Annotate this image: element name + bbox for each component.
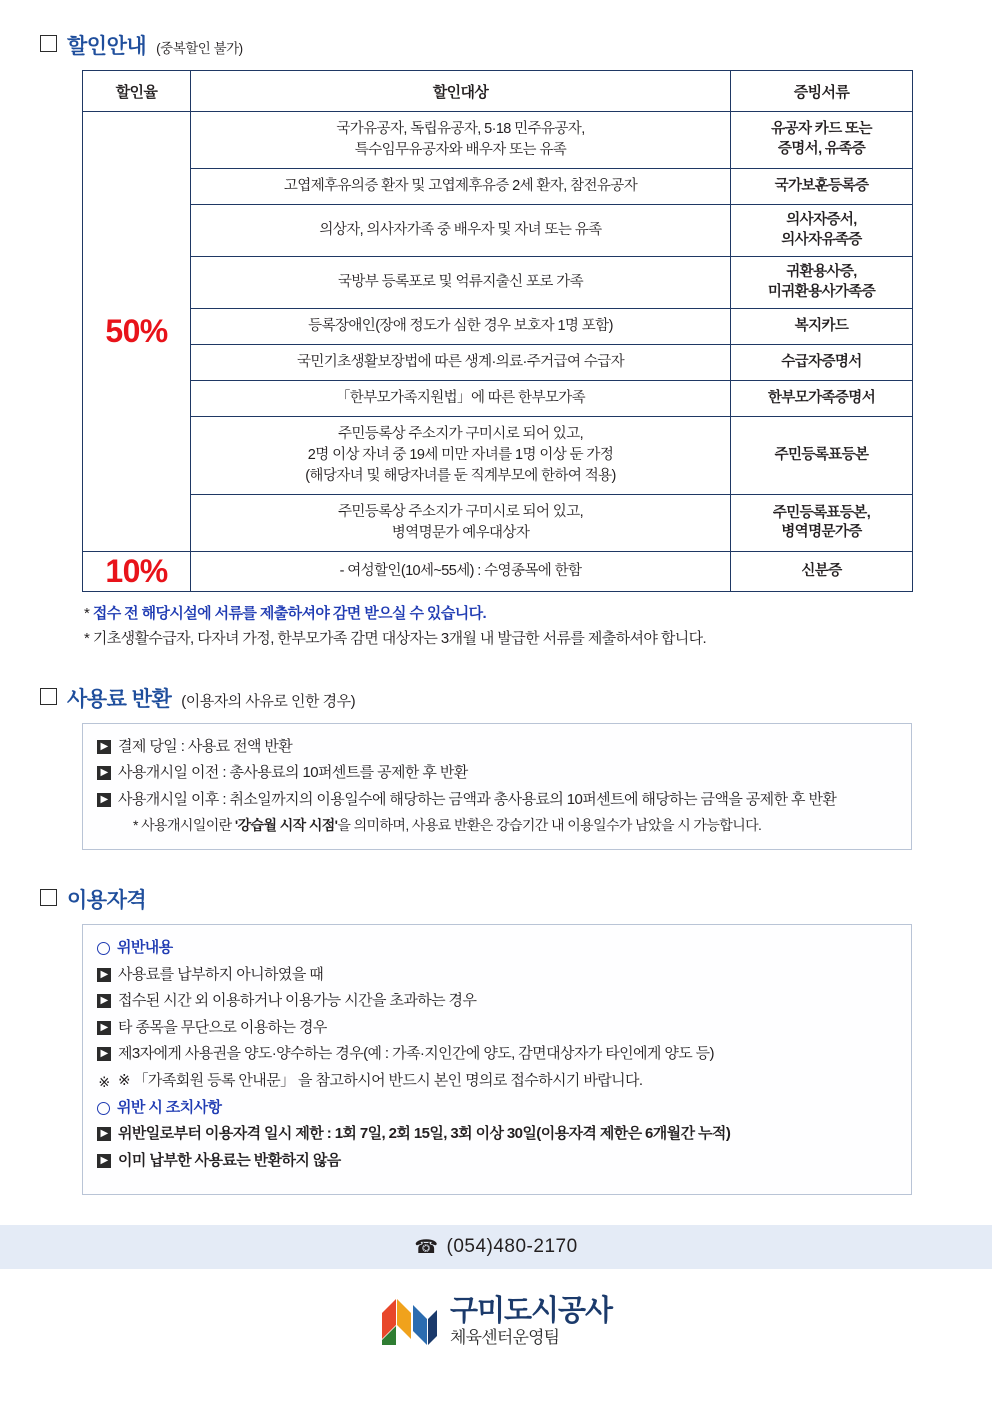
refund-section-subtitle: (이용자의 사유로 인한 경우): [181, 692, 356, 710]
violation-group-title: 위반내용: [117, 939, 173, 957]
header-proof: 증빙서류: [731, 71, 913, 112]
company-logo-icon: [380, 1295, 438, 1347]
discount-note-2-text: 기초생활수급자, 다자녀 가정, 한부모가족 감면 대상자는 3개월 내 발급한 서류를 제출하셔야 합니다.: [92, 629, 707, 647]
table-row: [83, 552, 913, 592]
list-item-text: 타 종목을 무단으로 이용하는 경우: [118, 1018, 327, 1036]
list-item: [97, 1097, 897, 1120]
checkbox-icon: [40, 35, 57, 52]
phone-bar: [0, 1225, 992, 1269]
footer-logo: [40, 1295, 952, 1347]
discount-table-body: [83, 112, 913, 592]
bullet-arrow-icon: ▶: [97, 1047, 111, 1061]
list-item: [97, 990, 897, 1013]
list-item-text: 제3자에게 사용권을 양도·양수하는 경우(예 : 가족·지인간에 양도, 감면대상자가 타인에게 양도 등): [118, 1045, 714, 1063]
discount-target: 국방부 등록포로 및 억류지출신 포로 가족: [191, 257, 731, 309]
table-row: [83, 345, 913, 381]
list-item: [97, 736, 897, 759]
table-header-row: [83, 71, 913, 112]
discount-proof: 주민등록표등본, 병역명문가증: [731, 495, 913, 552]
bullet-arrow-icon: ▶: [97, 1127, 111, 1141]
company-name: 구미도시공사: [449, 1294, 613, 1327]
discount-target: 고엽제후유의증 환자 및 고엽제후유증 2세 환자, 참전유공자: [191, 169, 731, 205]
list-item: [97, 937, 897, 960]
bullet-arrow-icon: ▶: [97, 793, 111, 807]
eligibility-section-heading: [40, 884, 952, 914]
bullet-arrow-icon: ▶: [97, 766, 111, 780]
discount-rate-10: 10%: [83, 552, 191, 592]
list-item-text: 접수된 시간 외 이용하거나 이용가능 시간을 초과하는 경우: [118, 992, 477, 1010]
table-row: [83, 381, 913, 417]
header-target: 할인대상: [191, 71, 731, 112]
list-item-text: 사용료를 납부하지 아니하였을 때: [118, 965, 324, 983]
discount-target: 등록장애인(장애 정도가 심한 경우 보호자 1명 포함): [191, 309, 731, 345]
table-row: [83, 205, 913, 257]
discount-target: - 여성할인(10세~55세) : 수영종목에 한함: [191, 552, 731, 592]
list-item: [97, 1043, 897, 1066]
violation-items: [97, 964, 897, 1066]
discount-proof: 복지카드: [731, 309, 913, 345]
refund-sub-note-bold: '강습월 시작 시점': [234, 817, 338, 834]
eligibility-box: [82, 924, 912, 1195]
table-row: [83, 495, 913, 552]
header-rate: 할인율: [83, 71, 191, 112]
list-item-text: 위반일로부터 이용자격 일시 제한 : 1회 7일, 2회 15일, 3회 이상 30일(이용자격 제한은 6개월간 누적): [118, 1125, 731, 1143]
list-item: [97, 1017, 897, 1040]
discount-proof: 국가보훈등록증: [731, 169, 913, 205]
bullet-arrow-icon: ▶: [97, 1154, 111, 1168]
refund-sub-note-prefix: * 사용개시일이란: [133, 817, 235, 834]
discount-section-title: 할인안내: [67, 35, 147, 58]
discount-proof: 의사자증서, 의사자유족증: [731, 205, 913, 257]
table-row: [83, 169, 913, 205]
table-row: [83, 257, 913, 309]
refund-sub-note: [133, 815, 897, 835]
refund-section-title: 사용료 반환: [67, 687, 172, 711]
discount-note-2: * 기초생활수급자, 다자녀 가정, 한부모가족 감면 대상자는 3개월 내 발급한 서류를 제출하셔야 합니다.: [84, 629, 707, 647]
discount-proof: 유공자 카드 또는 증명서, 유족증: [731, 112, 913, 169]
discount-target: 주민등록상 주소지가 구미시로 되어 있고, 2명 이상 자녀 중 19세 미만 자녀를 1명 이상 둔 가정 (해당자녀 및 해당자녀를 둔 직계부모에 한하여 적용): [191, 417, 731, 495]
discount-proof: 한부모가족증명서: [731, 381, 913, 417]
discount-rate-50: 50%: [83, 112, 191, 552]
refund-item-3: 사용개시일 이후 : 취소일까지의 이용일수에 해당하는 금액과 총사용료의 10퍼센트에 해당하는 금액을 공제한 후 반환: [118, 790, 837, 808]
refund-section-heading: [40, 683, 952, 713]
discount-proof: 수급자증명서: [731, 345, 913, 381]
discount-target: 국민기초생활보장법에 따른 생계·의료·주거급여 수급자: [191, 345, 731, 381]
sanction-items: [97, 1123, 897, 1172]
team-name: 체육센터운영팀: [449, 1328, 560, 1348]
bullet-arrow-icon: ▶: [97, 1021, 111, 1035]
sanction-group-title: 위반 시 조치사항: [117, 1098, 222, 1116]
discount-target: 주민등록상 주소지가 구미시로 되어 있고, 병역명문가 예우대상자: [191, 495, 731, 552]
list-item: [97, 762, 897, 785]
circle-bullet-icon: [97, 942, 110, 955]
reference-mark-icon: ※: [98, 1073, 110, 1090]
discount-target: 「한부모가족지원법」에 따른 한부모가족: [191, 381, 731, 417]
refund-item-1: 결제 당일 : 사용료 전액 반환: [118, 737, 293, 755]
bullet-arrow-icon: ▶: [97, 740, 111, 754]
checkbox-icon: [40, 889, 57, 906]
discount-proof: 주민등록표등본: [731, 417, 913, 495]
discount-target: 의상자, 의사자가족 중 배우자 및 자녀 또는 유족: [191, 205, 731, 257]
table-row: [83, 417, 913, 495]
checkbox-icon: [40, 688, 57, 705]
discount-section-subtitle: (중복할인 불가): [156, 41, 243, 56]
circle-bullet-icon: [97, 1102, 110, 1115]
violation-note-text: ※ 「가족회원 등록 안내문」 을 참고하시어 반드시 본인 명의로 접수하시기 바랍니다.: [118, 1071, 643, 1089]
discount-note-1: * 접수 전 해당시설에 서류를 제출하셔야 감면 받으실 수 있습니다.: [84, 605, 487, 623]
list-item-text: 이미 납부한 사용료는 반환하지 않음: [118, 1151, 341, 1169]
discount-proof: 신분증: [731, 552, 913, 592]
refund-item-2: 사용개시일 이전 : 총사용료의 10퍼센트를 공제한 후 반환: [118, 764, 468, 782]
discount-proof: 귀환용사증, 미귀환용사가족증: [731, 257, 913, 309]
bullet-arrow-icon: ▶: [97, 968, 111, 982]
list-item: [97, 1123, 897, 1146]
discount-note-1-text: 접수 전 해당시설에 서류를 제출하셔야 감면 받으실 수 있습니다.: [92, 605, 487, 623]
logo-text: [450, 1296, 612, 1347]
bullet-arrow-icon: ▶: [97, 994, 111, 1008]
violation-note: [97, 1070, 897, 1093]
phone-number: (054)480-2170: [446, 1236, 578, 1258]
discount-section-heading: [40, 30, 952, 60]
list-item: [97, 964, 897, 987]
refund-sub-note-suffix: 을 의미하며, 사용료 반환은 강습기간 내 이용일수가 남았을 시 가능합니다.: [337, 817, 762, 834]
discount-target: 국가유공자, 독립유공자, 5·18 민주유공자, 특수임무유공자와 배우자 또는 유족: [191, 112, 731, 169]
discount-notes: [84, 604, 952, 649]
list-item: [97, 789, 897, 812]
eligibility-section-title: 이용자격: [67, 889, 147, 913]
telephone-icon: ☎: [414, 1236, 439, 1258]
discount-table: [82, 70, 913, 592]
table-row: [83, 309, 913, 345]
refund-box: [82, 723, 912, 851]
table-row: [83, 112, 913, 169]
list-item: [97, 1150, 897, 1173]
